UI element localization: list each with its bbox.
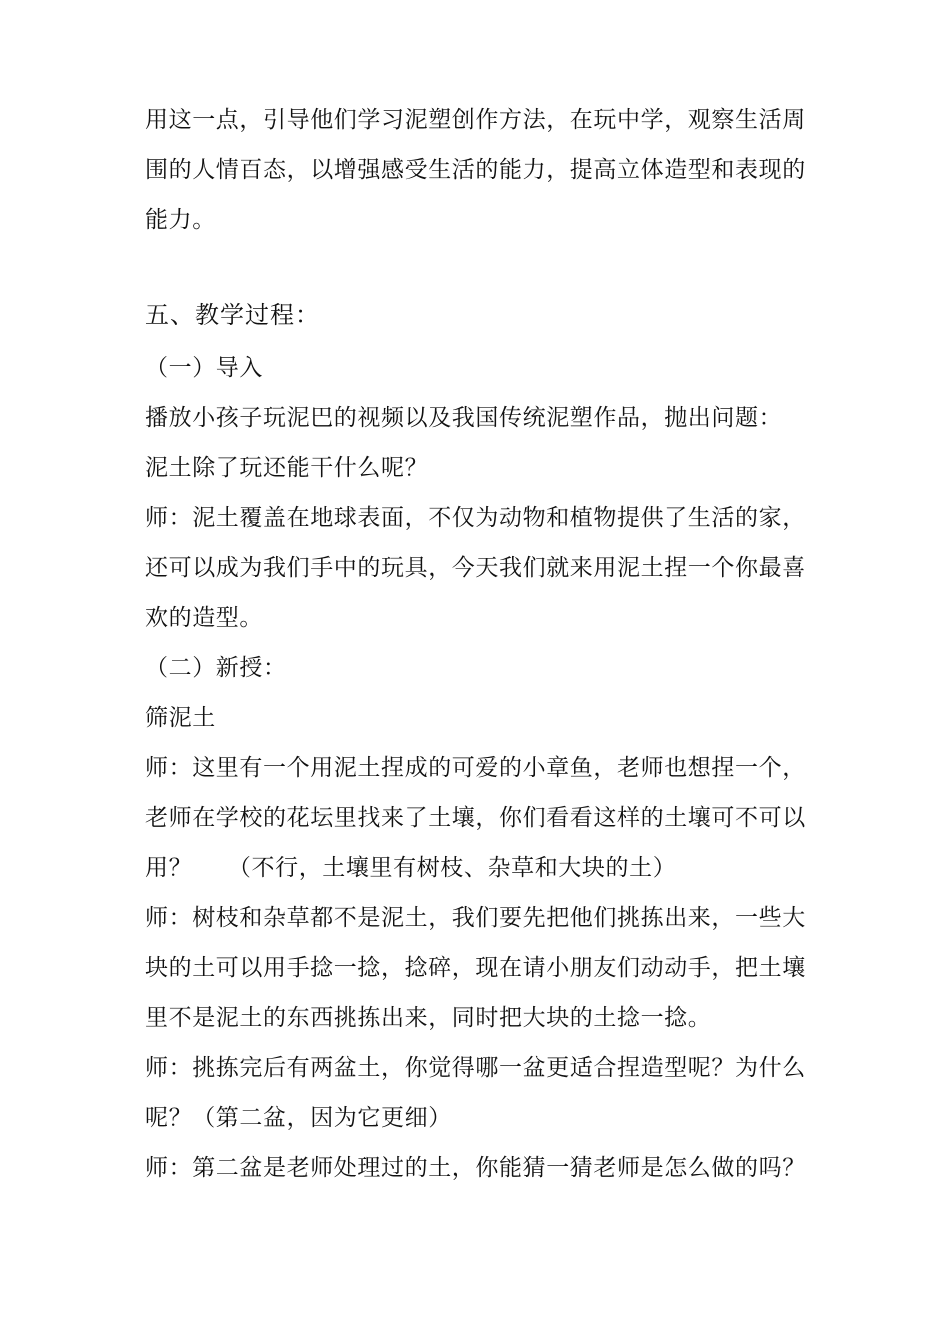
paragraph-line: 能力。 [145, 207, 216, 233]
paragraph-line: 围的人情百态，以增强感受生活的能力，提高立体造型和表现的 [145, 157, 806, 183]
paragraph-line: 师：挑拣完后有两盆土，你觉得哪一盆更适合捏造型呢？为什么 [145, 1055, 806, 1081]
paragraph-line: 里不是泥土的东西挑拣出来，同时把大块的土捻一捻。 [145, 1005, 712, 1031]
paragraph-line: 还可以成为我们手中的玩具，今天我们就来用泥土捏一个你最喜 [145, 555, 806, 581]
subsection-heading: （一）导入 [145, 355, 263, 381]
paragraph-line: 欢的造型。 [145, 605, 263, 631]
paragraph-line: 师：泥土覆盖在地球表面，不仅为动物和植物提供了生活的家， [145, 505, 806, 531]
paragraph-line: 呢？（第二盆，因为它更细） [145, 1105, 452, 1131]
paragraph-line: 块的土可以用手捻一捻，捻碎，现在请小朋友们动动手，把土壤 [145, 955, 806, 981]
paragraph-line: 筛泥土 [145, 705, 216, 731]
paragraph-line: 师：这里有一个用泥土捏成的可爱的小章鱼，老师也想捏一个， [145, 755, 806, 781]
section-heading: 五、教学过程： [145, 301, 320, 329]
paragraph-line: 师：树枝和杂草都不是泥土，我们要先把他们挑拣出来，一些大 [145, 905, 806, 931]
paragraph-line: 播放小孩子玩泥巴的视频以及我国传统泥塑作品，抛出问题： [145, 405, 783, 431]
paragraph-line: 用这一点，引导他们学习泥塑创作方法，在玩中学，观察生活周 [145, 107, 806, 133]
paragraph-line: 泥土除了玩还能干什么呢？ [145, 455, 429, 481]
paragraph-line: 用？ （不行，土壤里有树枝、杂草和大块的土） [145, 855, 677, 881]
paragraph-line: 师：第二盆是老师处理过的土，你能猜一猜老师是怎么做的吗？ [145, 1155, 806, 1181]
subsection-heading: （二）新授： [145, 655, 287, 681]
paragraph-line: 老师在学校的花坛里找来了土壤，你们看看这样的土壤可不可以 [145, 805, 806, 831]
